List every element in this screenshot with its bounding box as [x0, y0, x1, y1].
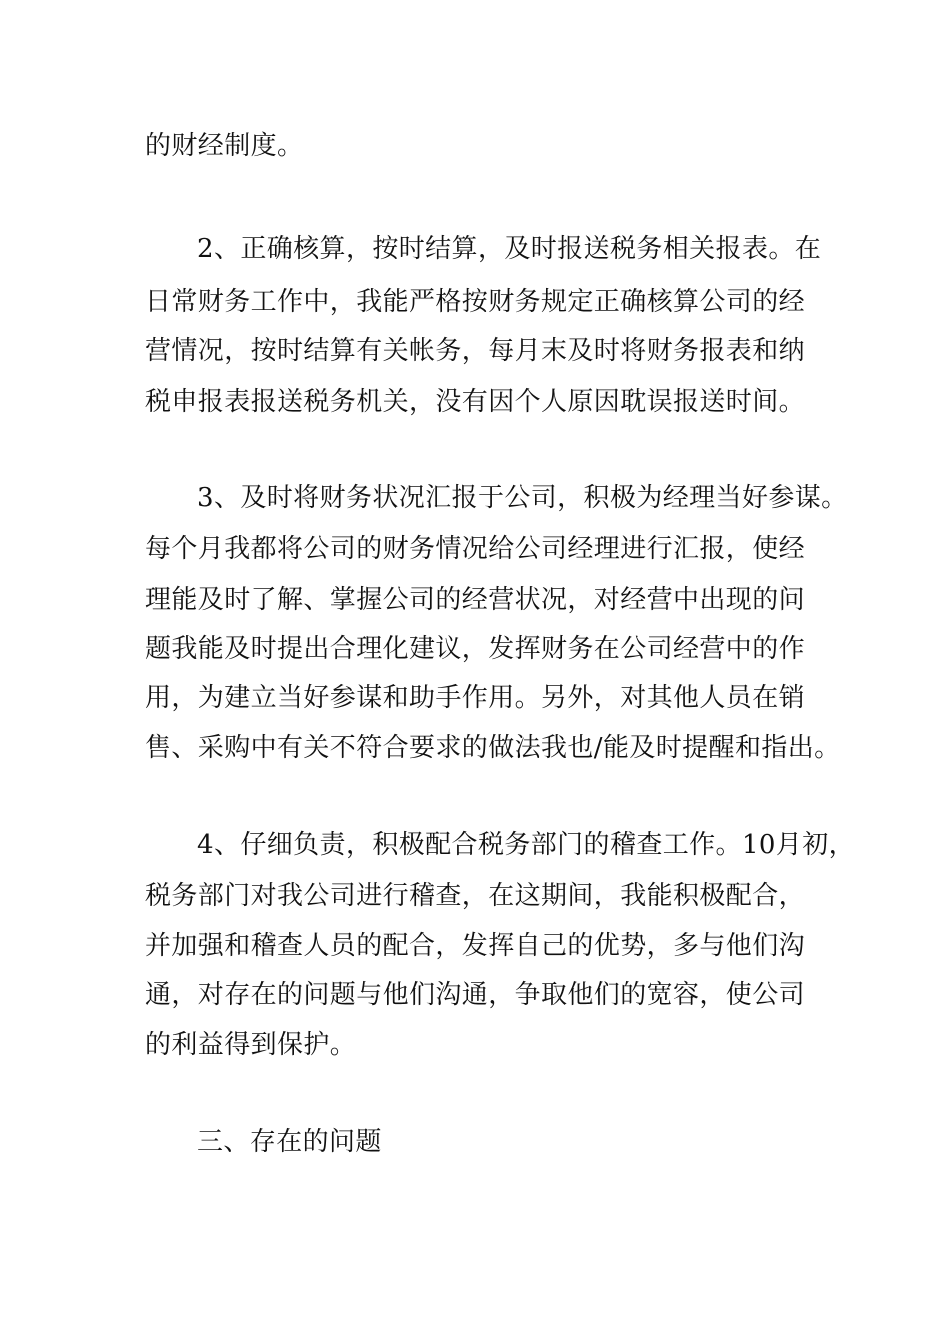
paragraph-3-line-1: 3、及时将财务状况汇报于公司，积极为经理当好参谋。	[197, 483, 848, 513]
paragraph-3-line-6: 售、采购中有关不符合要求的做法我也/能及时提醒和指出。	[145, 733, 841, 763]
paragraph-4-line-4: 通，对存在的问题与他们沟通，争取他们的宽容，使公司	[145, 980, 806, 1010]
paragraph-4-line-5: 的利益得到保护。	[145, 1030, 357, 1060]
paragraph-3-line-2: 每个月我都将公司的财务情况给公司经理进行汇报，使经	[145, 534, 806, 564]
paragraph-4-line-3: 并加强和稽查人员的配合，发挥自己的优势，多与他们沟	[145, 931, 806, 961]
paragraph-2-line-1: 2、正确核算，按时结算，及时报送税务相关报表。在	[197, 234, 822, 264]
paragraph-2-line-4: 税申报表报送税务机关，没有因个人原因耽误报送时间。	[145, 387, 806, 417]
section-heading: 三、存在的问题	[197, 1127, 382, 1157]
paragraph-3-line-5: 用，为建立当好参谋和助手作用。另外，对其他人员在销	[145, 683, 806, 713]
paragraph-3-line-3: 理能及时了解、掌握公司的经营状况，对经营中出现的问	[145, 585, 806, 615]
paragraph-4-line-2: 税务部门对我公司进行稽查，在这期间，我能积极配合，	[145, 881, 806, 911]
paragraph-2-line-3: 营情况，按时结算有关帐务，每月末及时将财务报表和纳	[145, 336, 806, 366]
paragraph-1-line-1: 的财经制度。	[145, 131, 304, 161]
paragraph-2-line-2: 日常财务工作中，我能严格按财务规定正确核算公司的经	[145, 287, 806, 317]
paragraph-4-line-1: 4、仔细负责，积极配合税务部门的稽查工作。10月初，	[197, 830, 856, 860]
paragraph-3-line-4: 题我能及时提出合理化建议，发挥财务在公司经营中的作	[145, 634, 806, 664]
